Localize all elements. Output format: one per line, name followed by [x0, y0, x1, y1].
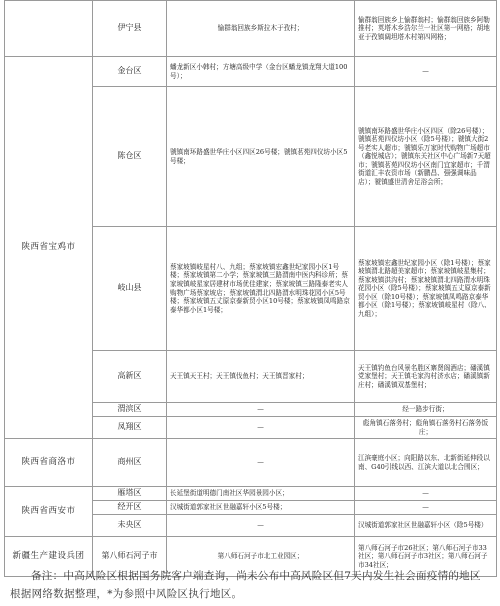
table-row: [5, 57, 497, 87]
low-risk-cell: —: [355, 501, 497, 515]
low-risk-cell: —: [355, 487, 497, 501]
province-cell: 陕西省西安市: [5, 487, 93, 537]
low-risk-cell: —: [355, 57, 497, 87]
mid-risk-cell: 第八师石河子市北工业园区；: [167, 537, 355, 577]
footnote: 备注：中高风险区根据国务院客户端查询，尚未公布中高风险区但7天内发生社会面疫情的地区根据网络数据整理，*为参照中风险区执行地区。: [10, 569, 481, 600]
low-risk-cell: 经一路步行街；: [355, 403, 497, 417]
low-risk-cell: 天王镇钓鱼台风景名胜区寨贤阁酒店；磻溪镇党家堡村；天王镇毛家沟村济水店；磻溪镇新庄村；磻溪镇双基堡村；: [355, 351, 497, 403]
mid-risk-cell: 蔡家坡镇岐星村八、九组；蔡家坡镇宏鑫世纪家园小区1号楼；蔡家坡镇第二小学；蔡家坡镇三路渭南中医内科诊所；蔡家坡镇岐星家居建材市场优佳建家；蔡家坡镇三路隆泰老实人购物广场蔡家坡店；蔡家坡镇渭北四路渭水明珠花园小区5号楼；蔡家坡镇五丈原京泰新贸小区10号楼；蔡家坡镇凤鸣路京泰华都小区1号楼；: [167, 227, 355, 351]
district-cell: 商州区: [93, 439, 167, 487]
district-cell: 高新区: [93, 351, 167, 403]
mid-risk-cell: 长延堡街道明德门南社区华园景园小区；: [167, 487, 355, 501]
mid-risk-cell: —: [167, 403, 355, 417]
mid-risk-cell: 蟠龙新区小韩村；方塘高级中学（金台区蟠龙镇龙翔大道100号）；: [167, 57, 355, 87]
mid-risk-cell: 天王镇天王村；天王镇伐鱼村；天王镇晋家村；: [167, 351, 355, 403]
district-cell: 经开区: [93, 501, 167, 515]
table-row: [5, 1, 497, 57]
province-cell: 陕西省宝鸡市: [5, 57, 93, 439]
district-cell: 雁塔区: [93, 487, 167, 501]
district-cell: 金台区: [93, 57, 167, 87]
mid-risk-cell: 汉城街道郭家社区世融嘉轩小区5号楼；: [167, 501, 355, 515]
low-risk-cell: 江滨豪庭小区；向阳路以东、北新街延伸段以南、G40引线以西、江滨大道以北合围区；: [355, 439, 497, 487]
low-risk-cell: 汉城街道郭家社区世融嘉轩小区（除5号楼）: [355, 515, 497, 537]
mid-risk-cell: —: [167, 417, 355, 439]
district-cell: 第八师石河子市: [93, 537, 167, 577]
low-risk-cell: 蔡家坡镇宏鑫世纪家园小区（除1号楼）；蔡家坡镇渭北路超美家超市；蔡家坡镇岐星集村；蔡家坡镇洪沟村；蔡家坡镇渭北四路渭水明珠花园小区（除5号楼）；蔡家坡镇五丈原京泰新贸小区（除10号楼）；蔡家坡镇凤鸣路京泰华都小区（除1号楼）；蔡家坡镇岐星村（除八、九组）；: [355, 227, 497, 351]
mid-risk-cell: 愉群翁回族乡斯拉木于孜村；: [167, 1, 355, 57]
province-cell: 陕西省商洛市: [5, 439, 93, 487]
table-row: [5, 487, 497, 501]
low-risk-cell: 第八师石河子市26社区；第八师石河子市33社区；第八师石河子市3社区；第八师石河子市34社区；: [355, 537, 497, 577]
low-risk-cell: 彪角镇石落务村；彪角镇石落务村石落务饭庄；: [355, 417, 497, 439]
province-cell: [5, 1, 93, 57]
mid-risk-cell: 虢镇南环路盛世华庄小区四区26号楼；虢镇茗苑四仪坊小区5号楼；: [167, 87, 355, 227]
mid-risk-cell: —: [167, 515, 355, 537]
district-cell: 凤翔区: [93, 417, 167, 439]
low-risk-cell: 虢镇南环路盛世华庄小区四区（除26号楼）；虢镇茗苑四仪坊小区（除5号楼）；虢镇大街2号老实人超市；虢镇乐万家时代购物广场超市（鑫悦城店）；虢镇东关社区中心广场新7天超市；虢镇茗苑四仪坊小区南门宜家超市；千渭街道汇丰农资市场（新鹏昌、强强调味品店）；虢镇盛世清舍足浴会所；: [355, 87, 497, 227]
table-row: [5, 439, 497, 487]
risk-area-table: [4, 0, 497, 577]
province-cell: 新疆生产建设兵团: [5, 537, 93, 577]
district-cell: 渭滨区: [93, 403, 167, 417]
low-risk-cell: 愉群翁回族乡上愉群翁村；愉群翁回族乡阿勒推村；英塔木乡浩尔兰一社区第一网格；胡地亚于孜镇阔坦塔木村第四网格；: [355, 1, 497, 57]
district-cell: 岐山县: [93, 227, 167, 351]
district-cell: 伊宁县: [93, 1, 167, 57]
mid-risk-cell: —: [167, 439, 355, 487]
district-cell: 未央区: [93, 515, 167, 537]
district-cell: 陈仓区: [93, 87, 167, 227]
